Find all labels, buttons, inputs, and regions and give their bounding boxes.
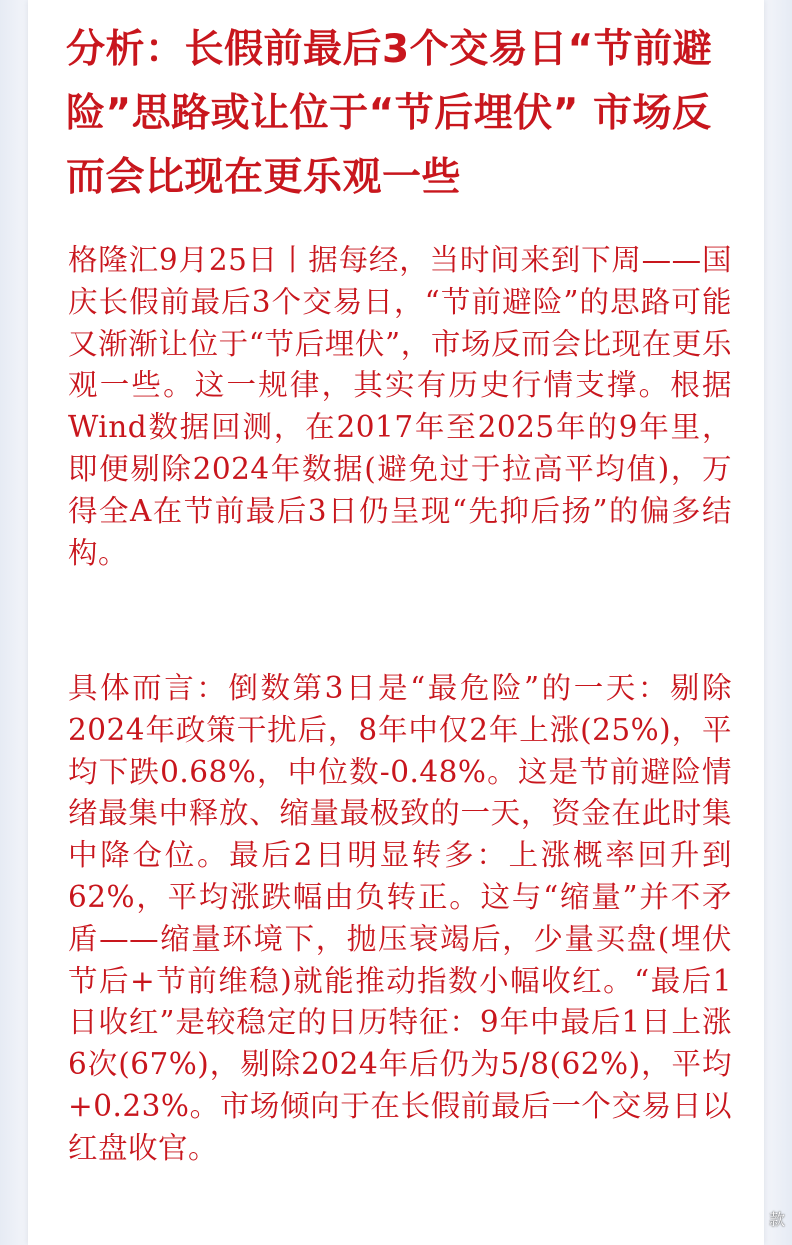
article-paragraph-1: 格隆汇9月25日丨据每经，当时间来到下周——国庆长假前最后3个交易日，“节前避险”的思路可能又渐渐让位于“节后埋伏”，市场反而会比现在更乐观一些。这一规律，其实有历史行情支撑。根据Wind数据回测，在2017年至2025年的9年里，即便剔除2024年数据(避免过于拉高平均值)，万得全A在节前最后3日仍呈现“先抑后扬”的偏多结构。 bbox=[68, 243, 732, 570]
watermark-text: 款 bbox=[768, 1209, 785, 1229]
article-paragraph-2: 具体而言：倒数第3日是“最危险”的一天：剔除2024年政策干扰后，8年中仅2年上涨(25%)，平均下跌0.68%，中位数-0.48%。这是节前避险情绪最集中释放、缩量最极致的一天，资金在此时集中降仓位。最后2日明显转多：上涨概率回升到62%，平均涨跌幅由负转正。这与“缩量”并不矛盾——缩量环境下，抛压衰竭后，少量买盘(埋伏节后+节前维稳)就能推动指数小幅收红。“最后1日收红”是较稳定的日历特征：9年中最后1日上涨6次(67%)，剔除2024年后仍为5/8(62%)，平均+0.23%。市场倾向于在长假前最后一个交易日以红盘收官。 bbox=[68, 671, 732, 1165]
article-headline: 分析：长假前最后3个交易日“节前避险”思路或让位于“节后埋伏” 市场反而会比现在更乐观一些 bbox=[66, 27, 713, 200]
watermark bbox=[670, 1200, 785, 1236]
